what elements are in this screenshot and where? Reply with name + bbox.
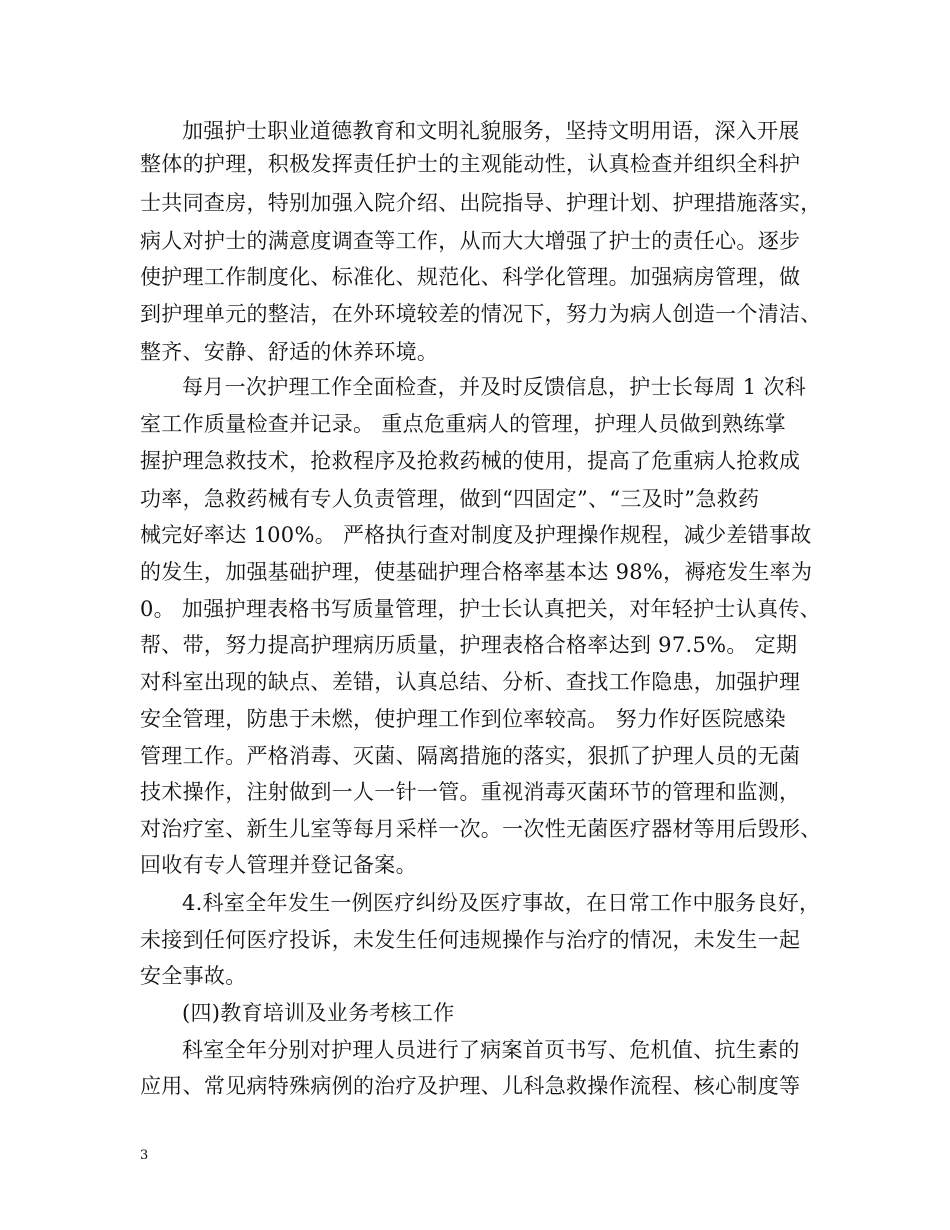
text-line: 管理工作。严格消毒、灭菌、隔离措施的落实，狠抓了护理人员的无菌 <box>140 744 801 768</box>
text-line: 对科室出现的缺点、差错，认真总结、分析、查找工作隐患，加强护理 <box>140 670 801 694</box>
text-line: 科室全年分别对护理人员进行了病案首页书写、危机值、抗生素的 <box>182 1038 800 1062</box>
text-line: 安全管理，防患于未燃，使护理工作到位率较高。 努力作好医院感染 <box>140 707 786 731</box>
section-heading: (四)教育培训及业务考核工作 <box>182 1001 455 1025</box>
text-line: 使护理工作制度化、标准化、规范化、科学化管理。加强病房管理，做 <box>140 265 801 289</box>
text-line: 安全事故。 <box>140 964 247 988</box>
page-number: 3 <box>140 1148 149 1163</box>
text-line: 的发生，加强基础护理，使基础护理合格率基本达 98%，褥疮发生率为 <box>140 560 813 584</box>
text-line: 加强护士职业道德教育和文明礼貌服务，坚持文明用语，深入开展 <box>182 119 800 143</box>
text-line: 帮、带，努力提高护理病历质量，护理表格合格率达到 97.5%。 定期 <box>140 633 798 657</box>
text-line: 室工作质量检查并记录。 重点危重病人的管理，护理人员做到熟练掌 <box>140 412 786 436</box>
text-line: 握护理急救技术，抢救程序及抢救药械的使用，提高了危重病人抢救成 <box>140 449 801 473</box>
text-line: 士共同查房，特别加强入院介绍、出院指导、护理计划、护理措施落实， <box>140 191 822 215</box>
text-line: 病人对护士的满意度调查等工作，从而大大增强了护士的责任心。逐步 <box>140 229 801 253</box>
text-line: 功率，急救药械有专人负责管理，做到“四固定”、“三及时”急救药 <box>140 487 760 511</box>
text-line: 未接到任何医疗投诉，未发生任何违规操作与治疗的情况，未发生一起 <box>140 928 801 952</box>
text-line: 整齐、安静、舒适的休养环境。 <box>140 340 439 364</box>
text-line: 械完好率达 100%。 严格执行查对制度及护理操作规程，减少差错事故 <box>140 523 812 547</box>
text-line: 对治疗室、新生儿室等每月采样一次。一次性无菌医疗器材等用后毁形、 <box>140 817 822 841</box>
text-line: 到护理单元的整洁，在外环境较差的情况下，努力为病人创造一个清洁、 <box>140 302 822 326</box>
text-line: 0。 加强护理表格书写质量管理，护士长认真把关，对年轻护士认真传、 <box>140 597 821 621</box>
text-line: 4.科室全年发生一例医疗纠纷及医疗事故，在日常工作中服务良好， <box>182 891 821 915</box>
text-line: 每月一次护理工作全面检查，并及时反馈信息，护士长每周 1 次科 <box>182 375 807 399</box>
text-line: 整体的护理，积极发挥责任护士的主观能动性，认真检查并组织全科护 <box>140 152 801 176</box>
text-line: 技术操作，注射做到一人一针一管。重视消毒灭菌环节的管理和监测， <box>140 780 801 804</box>
text-line: 回收有专人管理并登记备案。 <box>140 853 417 877</box>
text-line: 应用、常见病特殊病例的治疗及护理、儿科急救操作流程、核心制度等 <box>140 1074 801 1098</box>
